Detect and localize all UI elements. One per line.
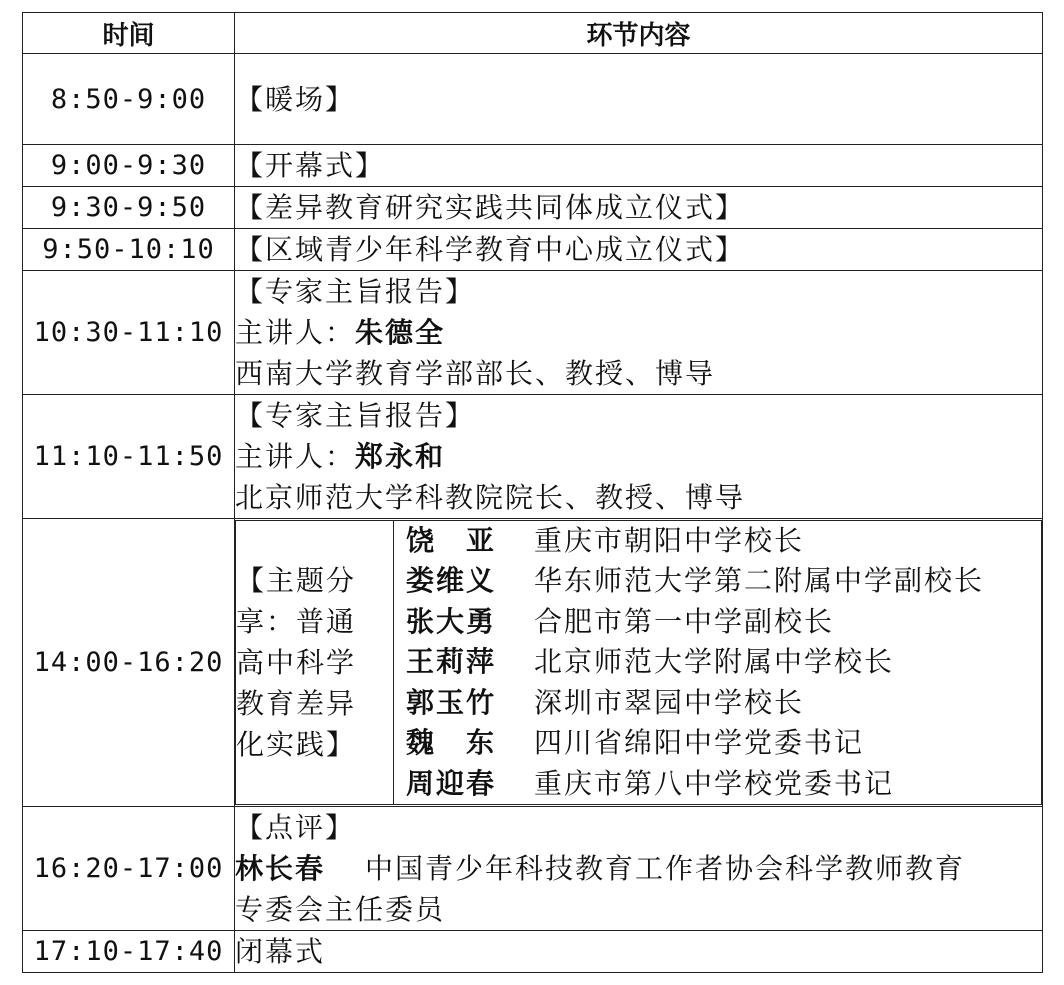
list-item: [406, 521, 1041, 562]
panelist-title: 合肥市第一中学副校长: [534, 604, 835, 638]
reviewer-affiliation: 中国青少年科技教育工作者协会科学教师教育: [365, 852, 966, 885]
panelist-name: 饶 亚: [406, 523, 497, 557]
speaker-label: 主讲人：: [235, 316, 356, 349]
panelist-name: 娄维义: [406, 564, 497, 598]
row-content: 【暖场】: [235, 82, 356, 116]
panel-speakers: [394, 520, 1042, 805]
panelist-title: 深圳市翠园中学校长: [534, 685, 805, 719]
header-row: [23, 13, 1043, 54]
panelist-name: 张大勇: [406, 604, 497, 638]
list-item: [406, 683, 1041, 724]
row-time: 9:50-10:10: [23, 229, 235, 271]
row-content: 【开幕式】: [235, 149, 386, 182]
table-row: [23, 145, 1043, 187]
session-title: 【专家主旨报告】: [235, 275, 476, 308]
panelist-title: 重庆市第八中学校党委书记: [534, 766, 895, 800]
row-content: 闭幕式: [235, 935, 326, 968]
speaker-name: 郑永和: [355, 440, 446, 473]
panelist-title: 华东师范大学第二附属中学副校长: [534, 564, 985, 598]
panelist-title: 四川省绵阳中学党委书记: [534, 726, 865, 760]
header-time: 时间: [23, 13, 235, 54]
speaker-affiliation: 北京师范大学科教院院长、教授、博导: [235, 481, 746, 514]
session-title: 【专家主旨报告】: [235, 399, 476, 432]
reviewer-affiliation-cont: 专委会主任委员: [235, 893, 446, 926]
row-time: 9:00-9:30: [23, 145, 235, 187]
reviewer-name: 林长春: [235, 852, 326, 885]
panelist-name: 王莉萍: [406, 645, 497, 679]
list-item: [406, 723, 1041, 764]
session-title: 【点评】: [235, 811, 356, 844]
table-row: [23, 54, 1043, 145]
panelist-title: 重庆市朝阳中学校长: [534, 523, 805, 557]
row-time: 11:10-11:50: [23, 395, 235, 519]
list-item: [406, 561, 1041, 602]
panel-theme: 【主题分 享：普通 高中科学 教育差异 化实践】: [236, 520, 394, 805]
list-item: [406, 642, 1041, 683]
row-time: 14:00-16:20: [23, 519, 235, 807]
speaker-affiliation: 西南大学教育学部部长、教授、博导: [235, 357, 716, 390]
row-content: 【区域青少年科学教育中心成立仪式】: [235, 233, 746, 266]
table-row: [23, 931, 1043, 973]
speaker-name: 朱德全: [355, 316, 446, 349]
panelist-name: 魏 东: [406, 726, 497, 760]
list-item: [406, 602, 1041, 643]
row-time: 16:20-17:00: [23, 807, 235, 931]
panelist-name: 郭玉竹: [406, 685, 497, 719]
schedule-table: [22, 12, 1043, 973]
panelist-title: 北京师范大学附属中学校长: [534, 645, 895, 679]
row-time: 9:30-9:50: [23, 187, 235, 229]
table-row: [23, 395, 1043, 519]
table-row: [23, 807, 1043, 931]
row-time: 8:50-9:00: [23, 54, 235, 145]
row-content: 【差异教育研究实践共同体成立仪式】: [235, 191, 746, 224]
header-content: 环节内容: [235, 13, 1043, 54]
row-time: 17:10-17:40: [23, 931, 235, 973]
list-item: [406, 764, 1041, 805]
table-row: [23, 271, 1043, 395]
table-row: [23, 519, 1043, 807]
speaker-label: 主讲人：: [235, 440, 356, 473]
row-time: 10:30-11:10: [23, 271, 235, 395]
panel-table: [235, 520, 1042, 806]
panelist-name: 周迎春: [406, 766, 497, 800]
table-row: [23, 229, 1043, 271]
table-row: [23, 187, 1043, 229]
